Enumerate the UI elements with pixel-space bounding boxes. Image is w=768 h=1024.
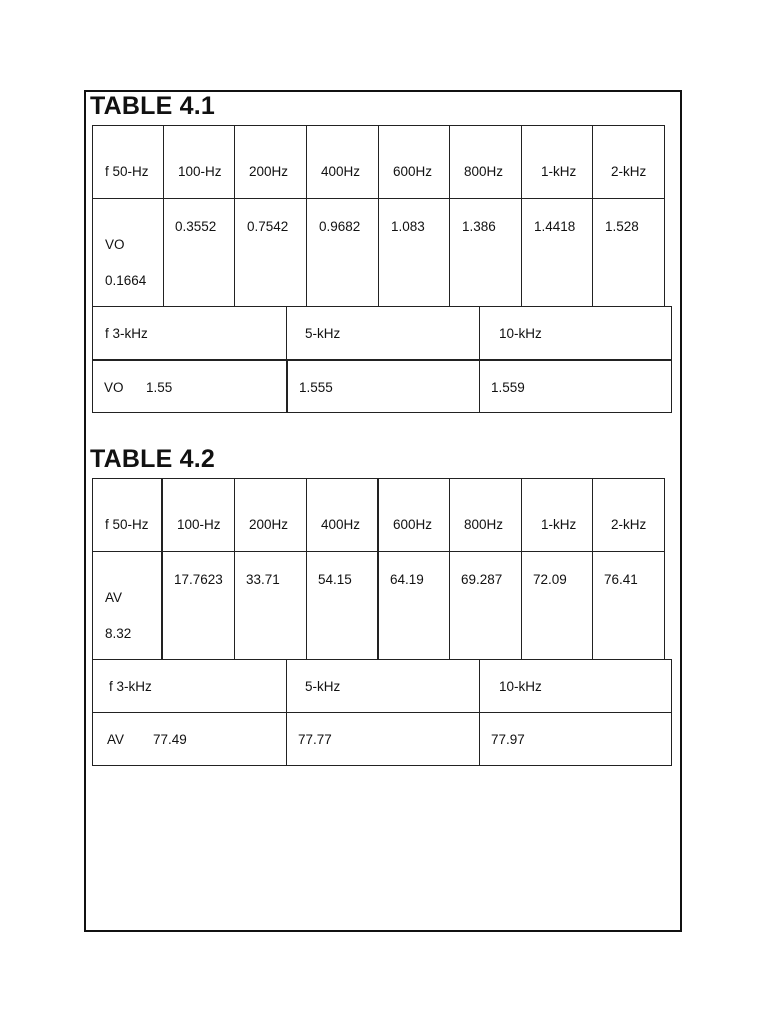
- header-label: 600Hz: [393, 517, 433, 532]
- table-4-1-header-cell: [92, 306, 287, 360]
- header-label: 5-kHz: [305, 326, 341, 341]
- table-4-1-header-cell: [378, 125, 450, 199]
- table-4-2-title: TABLE 4.2: [90, 445, 215, 473]
- header-label: f 50-Hz: [105, 517, 149, 532]
- value: 1.528: [605, 219, 639, 234]
- table-4-1-header-cell: [449, 125, 522, 199]
- header-label: f 50-Hz: [105, 164, 149, 179]
- table-4-2-header-cell: [286, 659, 480, 713]
- table-4-2-value-cell: [306, 551, 379, 660]
- header-label: f 3-kHz: [105, 326, 148, 341]
- header-label: f 3-kHz: [109, 679, 152, 694]
- value: 8.32: [105, 626, 132, 641]
- value: 69.287: [461, 572, 503, 587]
- table-4-1-header-cell: [163, 125, 235, 199]
- value: 33.71: [246, 572, 280, 587]
- table-4-1-value-cell: [306, 198, 379, 307]
- table-4-2-value-cell: [449, 551, 522, 660]
- table-4-2-value-cell: [234, 551, 307, 660]
- value: 77.97: [491, 732, 525, 747]
- header-label: 200Hz: [249, 517, 289, 532]
- table-4-2-value-cell: [479, 712, 672, 766]
- table-4-2-value-cell: [378, 551, 450, 660]
- table-4-2-value-cell: [592, 551, 665, 660]
- table-4-1-header-cell: [234, 125, 307, 199]
- value: 64.19: [390, 572, 424, 587]
- table-4-1-value-cell: [92, 359, 287, 413]
- header-label: 800Hz: [464, 164, 504, 179]
- header-label: 10-kHz: [499, 679, 542, 694]
- table-4-1-header-cell: [479, 306, 672, 360]
- table-4-2-value-cell: [521, 551, 593, 660]
- value: 1.4418: [534, 219, 576, 234]
- header-label: 600Hz: [393, 164, 433, 179]
- header-label: 400Hz: [321, 164, 361, 179]
- header-label: 10-kHz: [499, 326, 542, 341]
- header-label: 2-kHz: [611, 164, 647, 179]
- value: 1.559: [491, 380, 525, 395]
- table-4-1-value-cell: [592, 198, 665, 307]
- table-4-1-value-cell: [449, 198, 522, 307]
- table-4-2-header-cell: [592, 478, 665, 552]
- table-4-2-header-cell: [521, 478, 593, 552]
- header-label: 1-kHz: [541, 164, 577, 179]
- table-4-1-header-cell: [306, 125, 379, 199]
- value: 54.15: [318, 572, 352, 587]
- value: 72.09: [533, 572, 567, 587]
- header-label: 1-kHz: [541, 517, 577, 532]
- table-4-1-header-cell: [286, 306, 480, 360]
- table-4-1-value-cell: [163, 198, 235, 307]
- row-label: AV: [107, 732, 125, 747]
- header-label: 100-Hz: [177, 517, 221, 532]
- table-4-2-value-cell: [162, 551, 235, 660]
- table-4-2-header-cell: [162, 478, 235, 552]
- table-4-2-header-cell: [92, 478, 163, 552]
- table-4-1-value-cell: [479, 359, 672, 413]
- table-4-1-value-cell: [378, 198, 450, 307]
- header-label: 5-kHz: [305, 679, 341, 694]
- table-4-1-value-cell: [92, 198, 164, 307]
- table-4-2-header-cell: [479, 659, 672, 713]
- row-label: AV: [105, 590, 123, 605]
- header-label: 400Hz: [321, 517, 361, 532]
- table-4-2-header-cell: [234, 478, 307, 552]
- table-4-1-title: TABLE 4.1: [90, 92, 215, 120]
- table-4-2-value-cell: [92, 551, 163, 660]
- value: 0.1664: [105, 273, 147, 288]
- header-label: 2-kHz: [611, 517, 647, 532]
- table-4-1-value-cell: [286, 359, 480, 413]
- table-4-1-header-cell: [521, 125, 594, 199]
- table-4-1-value-cell: [234, 198, 307, 307]
- table-4-2-header-cell: [449, 478, 522, 552]
- value: 1.555: [299, 380, 333, 395]
- value: 0.9682: [319, 219, 361, 234]
- value: 77.49: [153, 732, 187, 747]
- table-4-1-header-cell: [92, 125, 164, 199]
- value: 0.7542: [247, 219, 289, 234]
- table-4-2-value-cell: [92, 712, 287, 766]
- value: 77.77: [298, 732, 332, 747]
- table-4-2-value-cell: [286, 712, 480, 766]
- value: 1.55: [146, 380, 173, 395]
- value: 1.083: [391, 219, 425, 234]
- value: 76.41: [604, 572, 638, 587]
- row-label: VO: [105, 237, 125, 252]
- table-4-2-header-cell: [92, 659, 287, 713]
- value: 17.7623: [174, 572, 223, 587]
- header-label: 200Hz: [249, 164, 289, 179]
- header-label: 100-Hz: [178, 164, 222, 179]
- value: 0.3552: [175, 219, 217, 234]
- header-label: 800Hz: [464, 517, 504, 532]
- table-4-1-header-cell: [592, 125, 665, 199]
- table-4-1-value-cell: [521, 198, 594, 307]
- value: 1.386: [462, 219, 496, 234]
- table-4-2-header-cell: [306, 478, 379, 552]
- row-label: VO: [104, 380, 124, 395]
- table-4-2-header-cell: [378, 478, 450, 552]
